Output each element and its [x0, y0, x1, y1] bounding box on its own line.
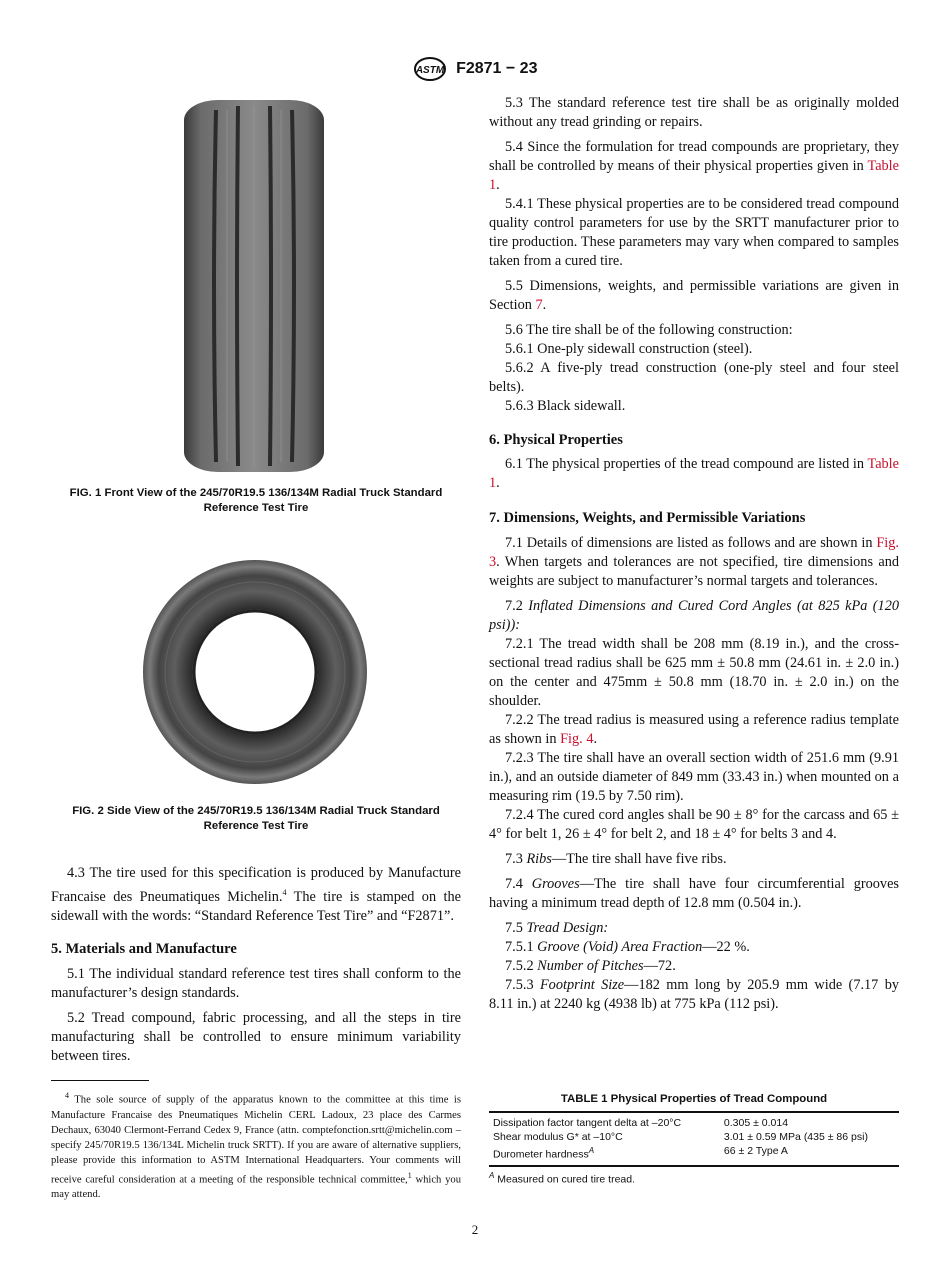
document-code: F2871 − 23 [456, 60, 538, 77]
paragraph-5-6-2: 5.6.2 A five-ply tread construction (one-ply steel and four steel belts). [489, 360, 899, 395]
paragraph-7-5-1: 7.5.1 Groove (Void) Area Fraction—22 %. [505, 939, 750, 955]
table-row [489, 1130, 899, 1144]
table-cell-label: Durometer hardness$^A$ [493, 1146, 595, 1161]
left-body-text [51, 864, 461, 1066]
paragraph-4-3: 4.3 The tire used for this specification is produced by Manufacture Francaise des Pneumatiques Michelin.$^4$ The tire is stamped on the sidewall with the words: “Standard Reference Test Tire” and “F2871”. [51, 865, 461, 924]
paragraph-7-2-1: 7.2.1 The tread width shall be 208 mm (8.19 in.), and the cross-sectional tread radius shall be 625 mm ± 50.8 mm (24.61 in. ± 2.0 in.) on the center and 475mm ± 50.8 mm (18.70 in. ± 2.0 in.) on the shoulder. [489, 636, 899, 709]
paragraph-5-1: 5.1 The individual standard reference test tires shall conform to the manufacturer’s design standards. [51, 965, 461, 1001]
paragraph-7-1: 7.1 Details of dimensions are listed as follows and are shown in Fig. 3. When targets and tolerances are not specified, tire dimensions and weights are subject to manufacturer’s normal targets and tolerances. [489, 535, 899, 589]
table-row [489, 1112, 899, 1130]
paragraph-6-1: 6.1 The physical properties of the tread compound are listed in Table 1. [489, 456, 899, 491]
figure-1-caption: FIG. 1 Front View of the 245/70R19.5 136/134M Radial Truck Standard Reference Test Tire [69, 487, 443, 514]
table-1 [489, 1093, 899, 1185]
paragraph-5-2: 5.2 Tread compound, fabric processing, and all the steps in tire manufacturing shall be controlled to ensure minimum variability between tires. [51, 1009, 461, 1064]
table-row [489, 1144, 899, 1166]
paragraph-7-5-3: 7.5.3 Footprint Size—182 mm long by 205.9 mm wide (7.17 by 8.11 in.) at 2240 kg (4938 lb) at 775 kPa (112 psi). [489, 977, 899, 1012]
table-cell-label: Dissipation factor tangent delta at –20°C [493, 1117, 682, 1129]
table-1-link[interactable]: Table 1 [489, 158, 899, 193]
table-1-grid [489, 1111, 899, 1167]
footnote-rule [51, 1080, 149, 1081]
table-1-title: TABLE 1 Physical Properties of Tread Compound [560, 1093, 828, 1105]
paragraph-7-2-3: 7.2.3 The tire shall have an overall section width of 251.6 mm (9.91 in.), and an outside diameter of 849 mm (33.43 in.) when mounted on a measuring rim (19.5 by 7.50 rim). [489, 750, 899, 804]
page-header [0, 56, 950, 82]
tire-front-view-image [179, 96, 329, 476]
fig-4-link[interactable]: Fig. 4 [560, 731, 594, 747]
footnote-4: $^4$ The sole source of supply of the apparatus known to the committee at this time is Manufacture Francaise des Pneumatiques Michelin CERL Ladoux, 23 place des Carmes Dechaux, 63040 Clermont-Ferrand Cedex 9, France (attn. comptefonction.srtt@michelin.com – specify 245/70R19.5 136/134L Michelin truck SRTT). If you are aware of alternative suppliers, please provide this information to ASTM International Headquarters. Your comments will receive careful consideration at a meeting of the responsible technical committee,$^1$ which you may attend. [51, 1091, 461, 1201]
paragraph-5-6-1: 5.6.1 One-ply sidewall construction (steel). [505, 341, 753, 357]
paragraph-5-6: 5.6 The tire shall be of the following construction: [505, 322, 793, 338]
paragraph-7-2: 7.2 Inflated Dimensions and Cured Cord Angles (at 825 kPa (120 psi)): [489, 598, 899, 633]
section-7-heading: 7. Dimensions, Weights, and Permissible Variations [489, 510, 806, 526]
figure-2-caption: FIG. 2 Side View of the 245/70R19.5 136/134M Radial Truck Standard Reference Test Tire [72, 805, 440, 832]
page-number: 2 [471, 1222, 479, 1237]
astm-logo [413, 56, 447, 82]
table-1-note: $^A$ Measured on cured tire tread. [489, 1170, 636, 1185]
tire-side-view-image [135, 552, 375, 792]
paragraph-7-2-4: 7.2.4 The cured cord angles shall be 90 ± 8° for the carcass and 65 ± 4° for belt 1, 26 ± 4° for belt 2, and 18 ± 4° for belts 3 and 4. [489, 807, 899, 842]
table-1-link-2[interactable]: Table 1 [489, 456, 899, 491]
paragraph-7-4: 7.4 Grooves—The tire shall have four circumferential grooves having a minimum tread depth of 12.8 mm (0.504 in.). [489, 876, 899, 911]
paragraph-7-2-2: 7.2.2 The tread radius is measured using a reference radius template as shown in Fig. 4. [489, 712, 899, 747]
left-column [51, 96, 461, 1066]
paragraph-5-3: 5.3 The standard reference test tire shall be as originally molded without any tread grinding or repairs. [489, 95, 899, 130]
section-7-link[interactable]: 7 [535, 297, 543, 313]
right-column [489, 94, 899, 1014]
paragraph-5-5: 5.5 Dimensions, weights, and permissible variations are given in Section 7. [489, 278, 899, 313]
paragraph-5-6-3: 5.6.3 Black sidewall. [505, 398, 626, 414]
table-cell-value: 3.01 ± 0.59 MPa (435 ± 86 psi) [723, 1131, 868, 1143]
paragraph-7-3: 7.3 Ribs—The tire shall have five ribs. [505, 851, 727, 867]
fig-3-link[interactable]: Fig. 3 [489, 535, 899, 570]
paragraph-5-4-1: 5.4.1 These physical properties are to be considered tread compound quality control parameters for use by the SRTT manufacturer prior to tire production. These parameters may vary when compared to samples taken from a cured tire. [489, 196, 899, 269]
section-6-heading: 6. Physical Properties [489, 432, 623, 448]
svg-text:ASTM: ASTM [415, 65, 444, 76]
table-cell-label: Shear modulus G* at –10°C [493, 1131, 623, 1143]
table-cell-value: 0.305 ± 0.014 [723, 1117, 789, 1129]
paragraph-7-5: 7.5 Tread Design: [505, 920, 609, 936]
paragraph-7-5-2: 7.5.2 Number of Pitches—72. [505, 958, 676, 974]
paragraph-5-4: 5.4 Since the formulation for tread compounds are proprietary, they shall be controlled by means of their physical properties given in Table 1. [489, 139, 899, 193]
table-cell-value: 66 ± 2 Type A [723, 1145, 788, 1157]
section-5-heading: 5. Materials and Manufacture [51, 940, 237, 957]
